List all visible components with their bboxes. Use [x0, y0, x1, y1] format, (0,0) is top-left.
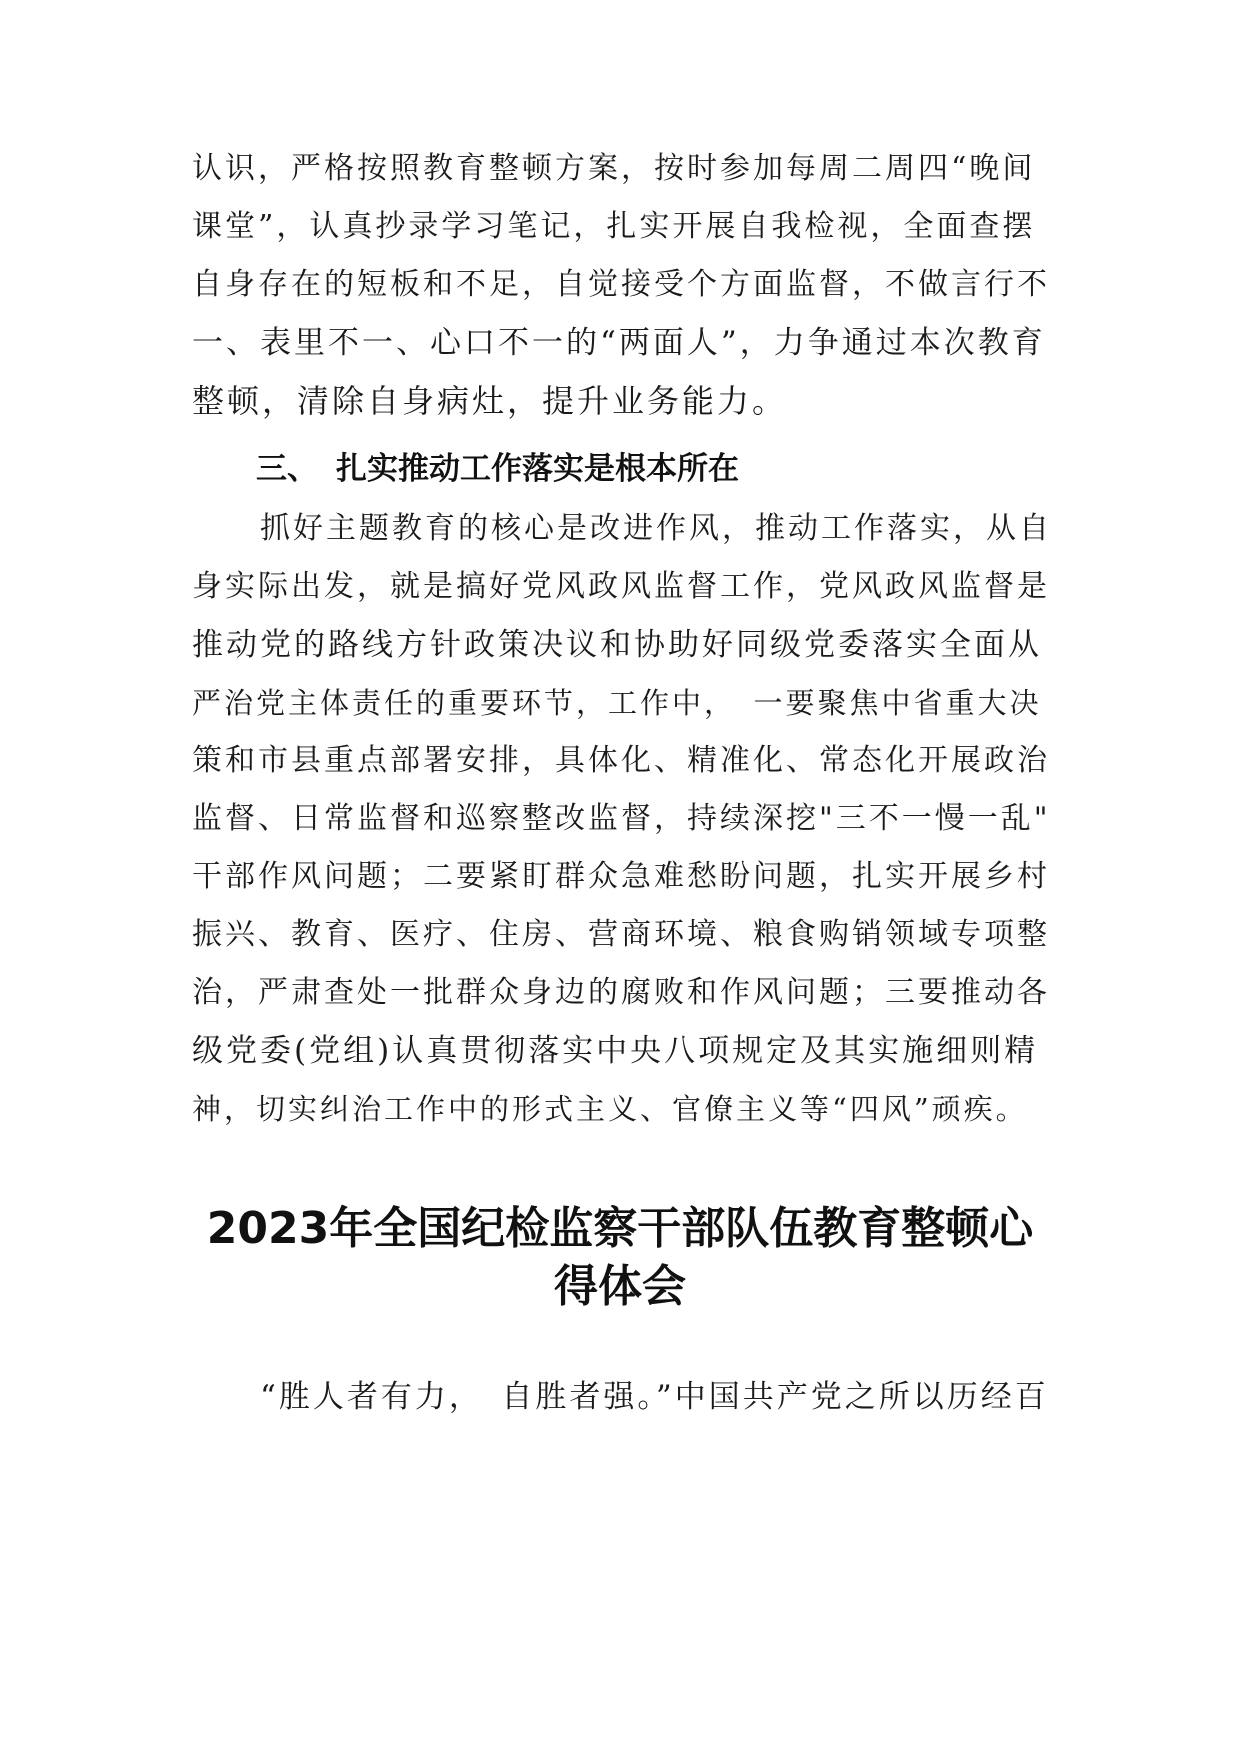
paragraph-line: 抓好主题教育的核心是改进作风，推动工作落实，从自 — [260, 511, 1052, 546]
paragraph-line: 振兴、教育、医疗、住房、营商环境、粮食购销领域专项整 — [192, 917, 1050, 952]
paragraph-line: 课堂”，认真抄录学习笔记，扎实开展自我检视，全面查摆 — [192, 209, 1036, 244]
paragraph-line: 严治党主体责任的重要环节，工作中， 一要聚焦中省重大决 — [192, 686, 1042, 720]
section-number: 三、 — [256, 451, 318, 487]
paragraph-2 — [192, 500, 1052, 1138]
paragraph-line: 策和市县重点部署安排，具体化、精准化、常态化开展政治 — [192, 743, 1050, 778]
paragraph-line: 推动党的路线方针政策决议和协助好同级党委落实全面从 — [192, 627, 1042, 663]
paragraph-line: 一、表里不一、心口不一的“两面人”，力争通过本次教育 — [192, 325, 1046, 361]
paragraph-3 — [192, 1368, 1052, 1426]
paragraph-line: 干部作风问题；二要紧盯群众急难愁盼问题，扎实开展乡村 — [192, 859, 1050, 894]
article-title — [150, 1200, 1090, 1316]
paragraph-line: 治，严肃查处一批群众身边的腐败和作风问题；三要推动各 — [192, 975, 1050, 1010]
paragraph-line: 身实际出发，就是搞好党风政风监督工作，党风政风监督是 — [192, 569, 1050, 604]
paragraph-1 — [192, 140, 1052, 430]
paragraph-line: 自身存在的短板和不足，自觉接受个方面监督，不做言行不 — [192, 267, 1050, 302]
section-heading-text: 扎实推动工作落实是根本所在 — [336, 451, 739, 487]
article-title-line-2: 得体会 — [554, 1261, 686, 1312]
paragraph-line: “胜人者有力， 自胜者强。”中国共产党之所以历经百 — [260, 1379, 1049, 1415]
article-title-line-1: 2023年全国纪检监察干部队伍教育整顿心 — [206, 1203, 1034, 1254]
paragraph-line: 监督、日常监督和巡察整改监督，持续深挖"三不一慢一乱" — [192, 801, 1051, 836]
section-heading — [256, 440, 739, 498]
paragraph-line: 认识，严格按照教育整顿方案，按时参加每周二周四“晚间 — [192, 151, 1036, 186]
paragraph-line: 级党委(党组)认真贯彻落实中央八项规定及其实施细则精 — [192, 1033, 1039, 1069]
paragraph-line: 整顿，清除自身病灶，提升业务能力。 — [192, 382, 788, 420]
paragraph-line: 神，切实纠治工作中的形式主义、官僚主义等“四风”顽疾。 — [192, 1092, 1028, 1126]
